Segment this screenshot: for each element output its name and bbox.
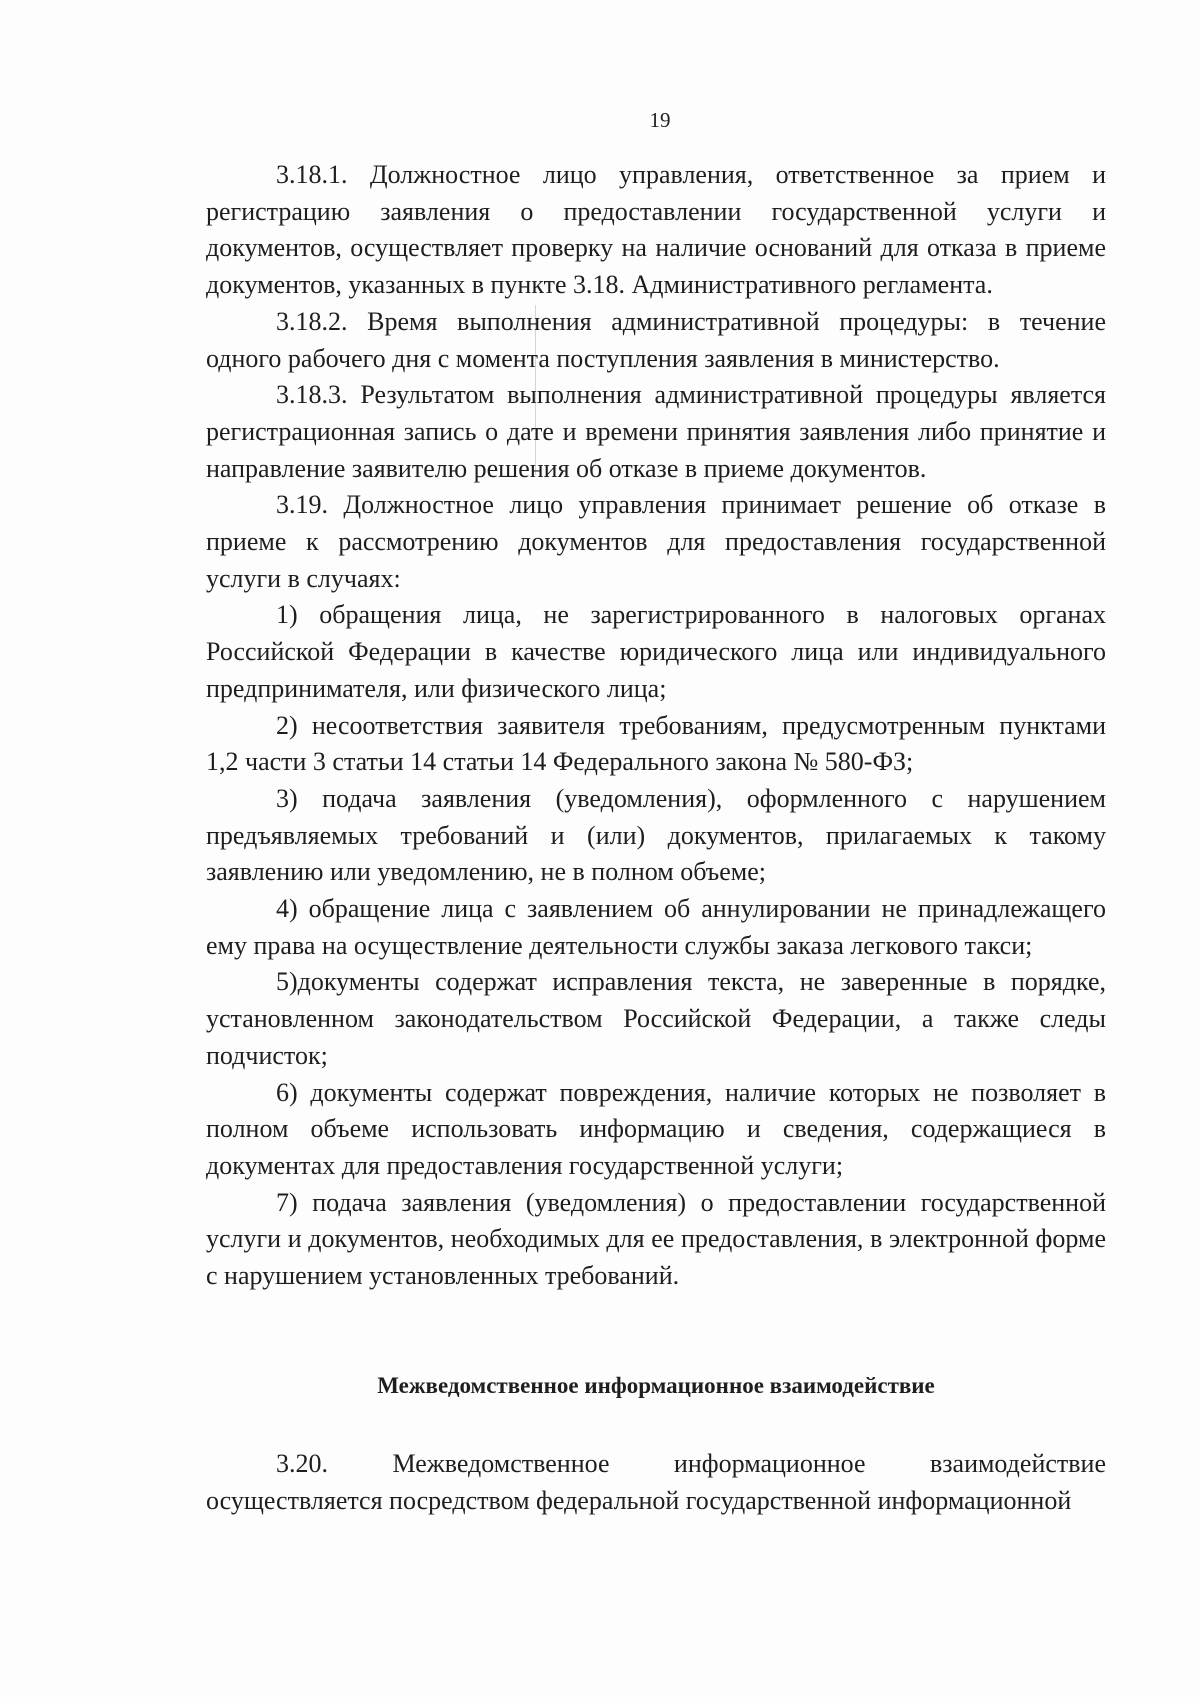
list-item-4: 4) обращение лица с заявлением об аннулировании не принадлежащего ему права на осуществление деятельности службы заказа легкового такси; <box>206 894 1106 960</box>
list-item-7: 7) подача заявления (уведомления) о предоставлении государственной услуги и документов, необходимых для ее предоставления, в электронной форме с нарушением установленных требований. <box>206 1187 1106 1291</box>
document-body <box>206 157 1106 1295</box>
section-heading: Межведомственное информационное взаимодействие <box>377 1373 935 1398</box>
paragraph-3-19: 3.19. Должностное лицо управления принимает решение об отказе в приеме к рассмотрению документов для предоставления государственной услуги в случаях: <box>206 490 1106 593</box>
document-body-continued <box>206 1446 1106 1519</box>
list-item-2: 2) несоответствия заявителя требованиям, предусмотренным пунктами 1,2 части 3 статьи 14 статьи 14 Федерального закона № 580-ФЗ; <box>206 710 1106 777</box>
list-item-3: 3) подача заявления (уведомления), оформленного с нарушением предъявляемых требований и (или) документов, прилагаемых к такому заявлению или уведомлению, не в полном объеме; <box>206 783 1106 887</box>
paragraph-3-20: 3.20. Межведомственное информационное взаимодействие осуществляется посредством федеральной государственной информационной <box>206 1449 1106 1515</box>
list-item-6: 6) документы содержат повреждения, наличие которых не позволяет в полном объеме использовать информацию и сведения, содержащиеся в документах для предоставления государственной услуги; <box>206 1077 1106 1180</box>
paragraph-3-18-3: 3.18.3. Результатом выполнения административной процедуры является регистрационная запись о дате и времени принятия заявления либо принятие и направление заявителю решения об отказе в приеме документов. <box>206 380 1106 483</box>
list-item-1: 1) обращения лица, не зарегистрированного в налоговых органах Российской Федерации в качестве юридического лица или индивидуального предпринимателя, или физического лица; <box>206 600 1106 703</box>
paragraph-3-18-2: 3.18.2. Время выполнения административной процедуры: в течение одного рабочего дня с момента поступления заявления в министерство. <box>206 306 1106 373</box>
list-item-5: 5)документы содержат исправления текста, не заверенные в порядке, установленном законодательством Российской Федерации, а также следы подчисток; <box>206 967 1106 1070</box>
page-number: 19 <box>649 108 671 132</box>
paragraph-3-18-1: 3.18.1. Должностное лицо управления, ответственное за прием и регистрацию заявления о предоставлении государственной услуги и документов, осуществляет проверку на наличие оснований для отказа в приеме документов, указанных в пункте 3.18. Административного регламента. <box>206 160 1106 300</box>
